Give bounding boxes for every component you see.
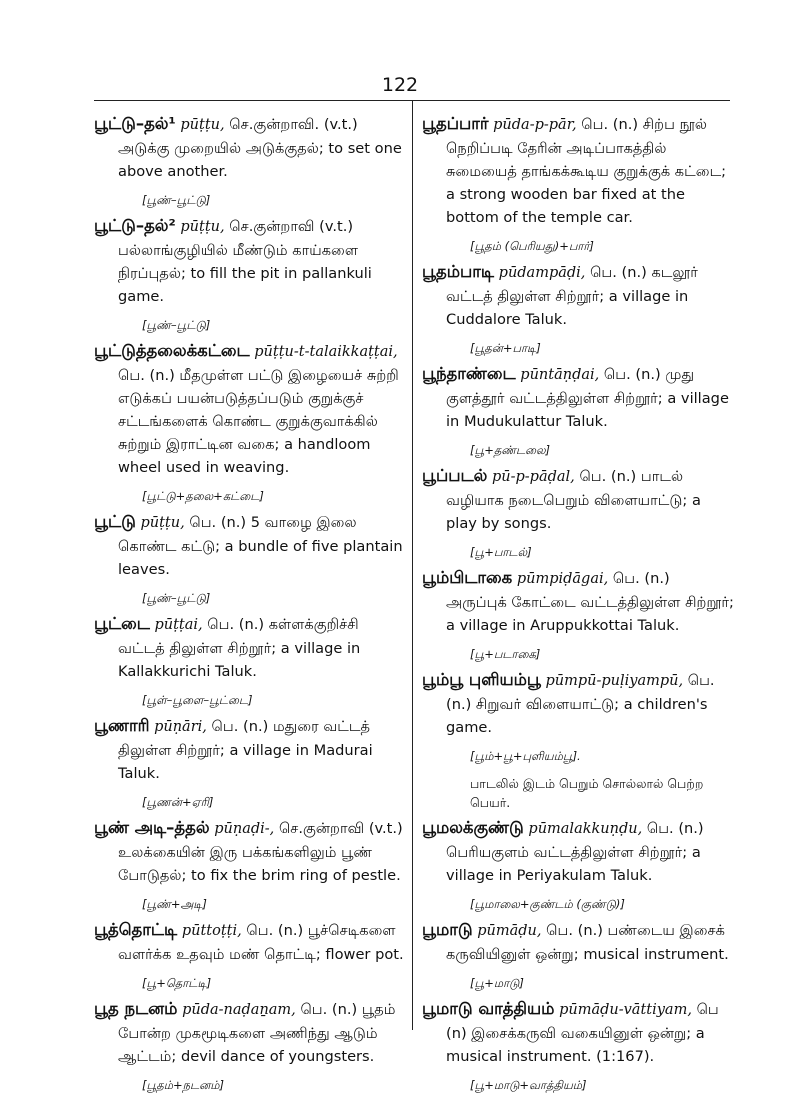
headword: பூதம்பாடி bbox=[422, 262, 495, 281]
transliteration: pūda-naḍaṉam, bbox=[182, 1002, 296, 1018]
dictionary-entry bbox=[422, 362, 734, 460]
transliteration: pūṇaḍi-, bbox=[214, 821, 275, 837]
definition: பெ. (n.) கள்ளக்குறிச்சி வட்டத் திலுள்ள சிற்றூர்; a village in Kallakkurichi Taluk. bbox=[118, 616, 361, 680]
transliteration: pūṇāri, bbox=[154, 719, 207, 735]
page-number: 122 bbox=[381, 74, 419, 96]
etymology: [பூதன்+பாடி] bbox=[470, 341, 541, 355]
definition: செ.குன்றாவி (v.t.) உலக்கையின் இரு பக்கங்களிலும் பூண் போடுதல்; to fix the brim ring of pestle. bbox=[118, 820, 403, 884]
column-divider bbox=[412, 100, 413, 1030]
dictionary-entry bbox=[94, 816, 406, 914]
transliteration: pūmpiḍāgai, bbox=[516, 571, 609, 587]
headword: பூப்படல் bbox=[422, 466, 488, 485]
dictionary-entry bbox=[422, 566, 734, 664]
transliteration: pūṭṭu, bbox=[140, 515, 185, 531]
transliteration: pūmāḍu-vāttiyam, bbox=[559, 1002, 692, 1018]
dictionary-entry bbox=[94, 612, 406, 710]
definition: பெ. (n.) சிற்ப நூல் நெறிப்படி தேரின் அடிப்பாகத்தில் சுமையைத் தாங்கக்கூடிய குறுக்குக் கட்டை; a strong wooden bar fixed at the bottom of the temple car. bbox=[446, 116, 727, 226]
definition: பெ. (n.) பாடல் வழியாக நடைபெறும் விளையாட்டு; a play by songs. bbox=[446, 468, 701, 532]
definition: பெ. (n.) பண்டைய இசைக் கருவியினுள் ஒன்று; musical instrument. bbox=[446, 922, 729, 963]
dictionary-entry bbox=[422, 997, 734, 1095]
headword: பூமாடு வாத்தியம் bbox=[422, 999, 555, 1018]
transliteration: pūntāṇḍai, bbox=[520, 367, 600, 383]
headword: பூணாரி bbox=[94, 716, 150, 735]
transliteration: pūṭṭai, bbox=[154, 617, 203, 633]
definition: பெ. (n.) பூதம் போன்ற முகமூடிகளை அணிந்து ஆடும் ஆட்டம்; devil dance of youngsters. bbox=[118, 1001, 396, 1065]
headword: பூட்டுத்தலைக்கட்டை bbox=[94, 341, 250, 360]
transliteration: pūttoṭṭi, bbox=[181, 923, 242, 939]
dictionary-entry bbox=[94, 112, 406, 210]
headword: பூண் அடி–த்தல் bbox=[94, 818, 210, 837]
dictionary-entry bbox=[422, 260, 734, 358]
etymology: [பூமாலை+குண்டம் (குண்டு)] bbox=[470, 897, 625, 911]
etymology: [பூ+தொட்டி] bbox=[142, 976, 212, 990]
definition: பெ. (n.) மதுரை வட்டத் திலுள்ள சிற்றூர்; a village in Madurai Taluk. bbox=[118, 718, 373, 782]
headword: பூதப்பார் bbox=[422, 114, 489, 133]
transliteration: pūmāḍu, bbox=[477, 923, 542, 939]
definition: பெ. (n.) 5 வாழை இலை கொண்ட கட்டு; a bundle of five plantain leaves. bbox=[118, 514, 403, 578]
headword: பூம்பூ புளியம்பூ bbox=[422, 670, 541, 689]
etymology: [பூள்–பூளை–பூட்டை] bbox=[142, 693, 253, 707]
etymology: [பூண்–பூட்டு] bbox=[142, 193, 211, 207]
etymology: [பூ+மாடு] bbox=[470, 976, 524, 990]
headword: பூட்டு bbox=[94, 512, 136, 531]
definition: பெ. (n.) பெரியகுளம் வட்டத்திலுள்ள சிற்றூர்; a village in Periyakulam Taluk. bbox=[446, 820, 704, 884]
headword: பூட்டு–தல்² bbox=[94, 216, 176, 235]
dictionary-entry bbox=[94, 214, 406, 335]
definition: பெ. (n.) சிறுவர் விளையாட்டு; a children's game. bbox=[446, 672, 715, 736]
definition: பெ. (n.) கடலூர் வட்டத் திலுள்ள சிற்றூர்; a village in Cuddalore Taluk. bbox=[446, 264, 698, 328]
etymology: [பூண்+அடி] bbox=[142, 897, 207, 911]
left-column bbox=[94, 112, 406, 1099]
dictionary-entry bbox=[422, 112, 734, 256]
dictionary-entry bbox=[422, 918, 734, 993]
headword: பூட்டு–தல்¹ bbox=[94, 114, 176, 133]
transliteration: pūmpū-puḷiyampū, bbox=[545, 673, 684, 689]
transliteration: pūda-p-pār, bbox=[493, 117, 577, 133]
definition: பெ. (n.) மீதமுள்ள பட்டு இழையைச் சுற்றி எடுக்கப் பயன்படுத்தப்படும் குறுக்குச் சட்டங்களைக் கொண்ட குறுக்குவாக்கில் சுற்றும் இராட்டின வகை; a handloom wheel used in weaving. bbox=[118, 367, 399, 476]
headword: பூம்பிடாகை bbox=[422, 568, 513, 587]
transliteration: pūṭṭu-t-talaikkaṭṭai, bbox=[254, 344, 398, 360]
definition: பெ. (n.) பூச்செடிகளை வளர்க்க உதவும் மண் தொட்டி; flower pot. bbox=[118, 922, 404, 963]
definition: பெ (n) இசைக்கருவி வகையினுள் ஒன்று; a musical instrument. (1:167). bbox=[446, 1001, 719, 1065]
etymology: [பூட்டு+தலை+கட்டை] bbox=[142, 489, 264, 503]
etymology: [பூதம் (பெரியது)+பார்] bbox=[470, 239, 594, 253]
etymology: [பூண்–பூட்டு] bbox=[142, 591, 211, 605]
headword: பூமலக்குண்டு bbox=[422, 818, 524, 837]
transliteration: pū-p-pāḍal, bbox=[491, 469, 575, 485]
dictionary-entry bbox=[422, 464, 734, 562]
entry-note: பாடலில் இடம் பெறும் சொல்லால் பெற்ற பெயர். bbox=[470, 776, 704, 810]
etymology: [பூ+மாடு+வாத்தியம்] bbox=[470, 1078, 587, 1092]
etymology: [பூ+பாடல்] bbox=[470, 545, 532, 559]
headword: பூமாடு bbox=[422, 920, 473, 939]
transliteration: pūdampāḍi, bbox=[498, 265, 586, 281]
dictionary-entry bbox=[94, 339, 406, 506]
headword: பூட்டை bbox=[94, 614, 150, 633]
dictionary-entry bbox=[94, 997, 406, 1095]
definition: செ.குன்றாவி. (v.t.) அடுக்கு முறையில் அடுக்குதல்; to set one above another. bbox=[118, 116, 402, 180]
headword: பூந்தாண்டை bbox=[422, 364, 516, 383]
headword: பூத்தொட்டி bbox=[94, 920, 178, 939]
etymology: [பூ+தண்டலை] bbox=[470, 443, 551, 457]
dictionary-entry bbox=[422, 816, 734, 914]
right-column bbox=[422, 112, 734, 1099]
dictionary-entry bbox=[94, 510, 406, 608]
dictionary-entry bbox=[422, 668, 734, 812]
transliteration: pūmalakkuṇḍu, bbox=[528, 821, 643, 837]
etymology: [பூ+படாகை] bbox=[470, 647, 541, 661]
etymology: [பூணன்+ஏரி] bbox=[142, 795, 214, 809]
definition: செ.குன்றாவி (v.t.) பல்லாங்குழியில் மீண்டும் காய்களை நிரப்புதல்; to fill the pit in pallankuli game. bbox=[118, 218, 372, 305]
etymology: [பூதம்+நடனம்] bbox=[142, 1078, 225, 1092]
etymology: [பூண்–பூட்டு] bbox=[142, 318, 211, 332]
transliteration: pūṭṭu, bbox=[180, 219, 225, 235]
headword: பூத நடனம் bbox=[94, 999, 178, 1018]
definition: பெ. (n.) அருப்புக் கோட்டை வட்டத்திலுள்ள சிற்றூர்; a village in Aruppukkottai Taluk. bbox=[446, 570, 734, 634]
transliteration: pūṭṭu, bbox=[180, 117, 225, 133]
etymology: [பூம்+பூ+புளியம்பூ]. bbox=[470, 749, 581, 763]
definition: பெ. (n.) முது குளத்தூர் வட்டத்திலுள்ள சிற்றூர்; a village in Mudukulattur Taluk. bbox=[446, 366, 729, 430]
dictionary-entry bbox=[94, 714, 406, 812]
dictionary-entry bbox=[94, 918, 406, 993]
